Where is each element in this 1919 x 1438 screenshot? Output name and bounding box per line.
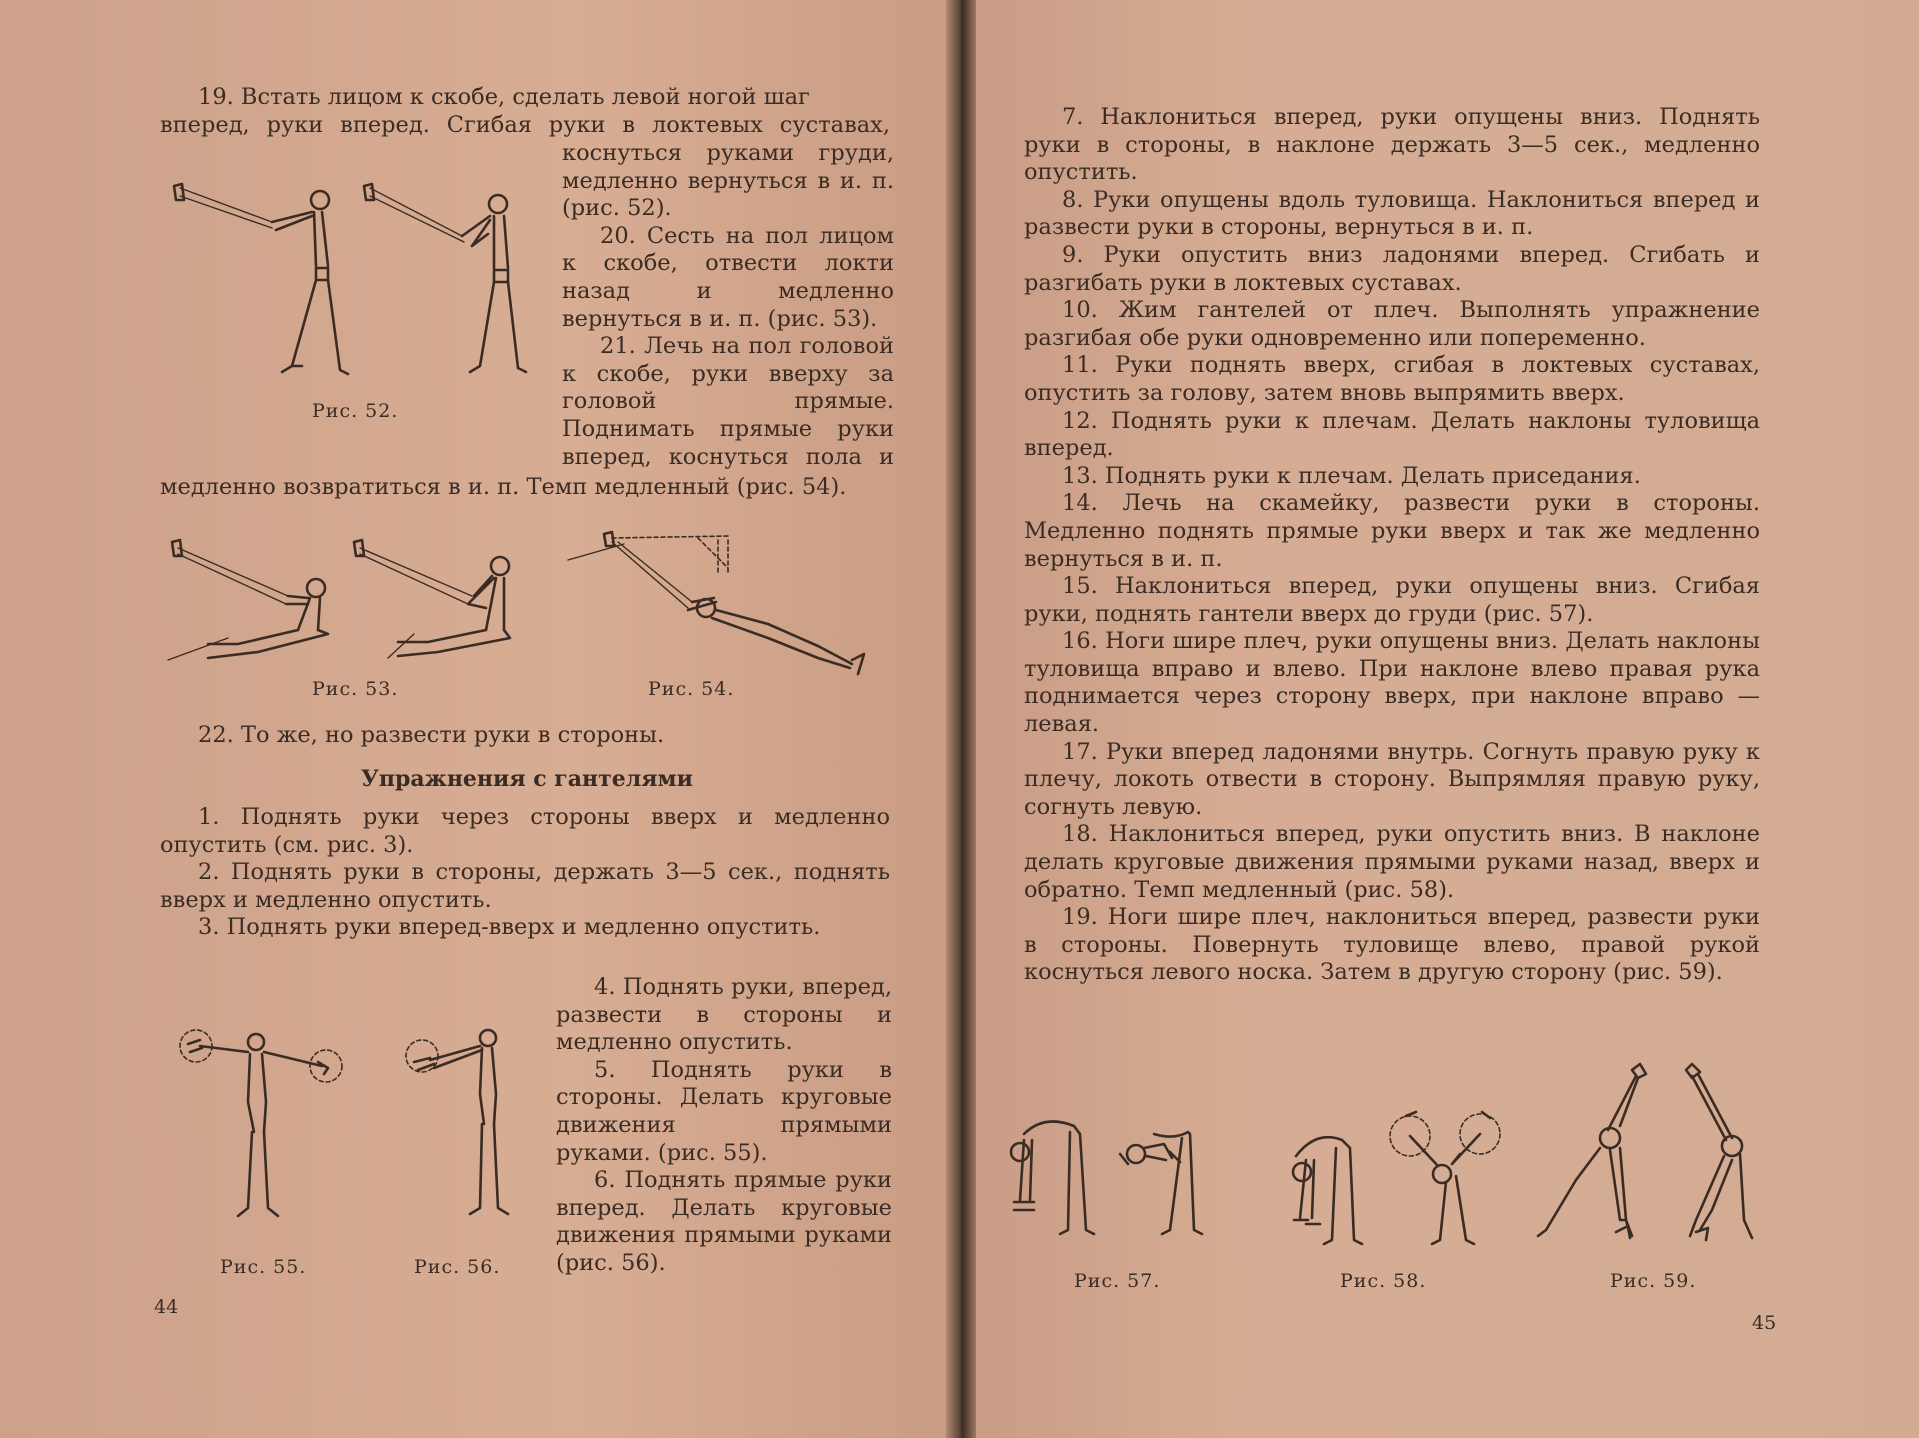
exercise-13: 13. Поднять руки к плечам. Делать приседания. [1062,462,1641,489]
left-page-number: 44 [154,1296,179,1318]
figure-56-caption: Рис. 56. [414,1256,501,1278]
dumbbell-exercise-2: 2. Поднять руки в стороны, держать 3—5 сек., поднять вверх и медленно опустить. [160,859,890,913]
figure-55-illustration [176,1012,346,1232]
exercise-16: 16. Ноги шире плеч, руки опущены вниз. Делать наклоны туловища вправо и влево. При наклоне влево правая рука поднимается через сторону вверх, при наклоне вправо — левая. [1024,628,1760,738]
exercise-21-end: медленно возвратиться в и. п. Темп медленный (рис. 54). [160,474,847,500]
dumbbell-exercise-4: 4. Поднять руки, вперед, развести в стороны и медленно опустить. [556,974,892,1056]
figure-59-illustration [1536,1060,1766,1254]
left-page [0,0,956,1438]
right-page [968,0,1919,1438]
dumbbell-exercise-6: 6. Поднять прямые руки вперед. Делать круговые движения прямыми руками (рис. 56). [556,1167,892,1276]
dumbbell-exercise-1: 1. Поднять руки через стороны вверх и медленно опустить (см. рис. 3). [160,804,890,858]
figure-55-caption: Рис. 55. [220,1256,307,1278]
exercise-11: 11. Руки поднять вверх, сгибая в локтевых суставах, опустить за голову, затем вновь выпрямить вверх. [1024,352,1760,406]
exercise-9: 9. Руки опустить вниз ладонями вперед. Сгибать и разгибать руки в локтевых суставах. [1024,241,1760,296]
exercise-21-text: 21. Лечь на пол головой к скобе, руки вверху за головой прямые. Поднимать прямые руки вперед, коснуться пола и [562,333,894,470]
dumbbell-exercises-1-3 [160,804,890,942]
figure-54-illustration [568,528,888,676]
exercise-10: 10. Жим гантелей от плеч. Выполнять упражнение разгибая обе руки одновременно или попеременно. [1024,297,1760,351]
exercise-18: 18. Наклониться вперед, руки опустить вниз. В наклоне делать круговые движения прямыми руками назад, вверх и обратно. Темп медленный (рис. 58). [1024,821,1760,903]
exercise-19: 19. Ноги шире плеч, наклониться вперед, развести руки в стороны. Повернуть туловище влево, правой рукой коснуться левого носка. Затем в другую сторону (рис. 59). [1024,904,1760,986]
exercise-7: 7. Наклониться вперед, руки опущены вниз. Поднять руки в стороны, в наклоне держать 3—5 сек., медленно опустить. [1024,104,1760,186]
exercise-15: 15. Наклониться вперед, руки опущены вниз. Сгибая руки, поднять гантели вверх до груди (рис. 57). [1024,573,1760,627]
dumbbell-exercises-4-6 [556,974,892,1278]
figure-58-illustration [1276,1100,1506,1256]
figure-57-illustration [1004,1110,1214,1250]
exercise-12: 12. Поднять руки к плечам. Делать наклоны туловища вперед. [1024,407,1760,462]
figure-53-caption: Рис. 53. [312,678,399,700]
figure-53-illustration [168,534,528,664]
exercise-14: 14. Лечь на скамейку, развести руки в стороны. Медленно поднять прямые руки вверх и так же медленно вернуться в и. п. [1024,490,1760,572]
exercise-17: 17. Руки вперед ладонями внутрь. Согнуть правую руку к плечу, локоть отвести в сторону. Выпрямляя правую руку, согнуть левую. [1024,738,1760,820]
exercise-19-line-2: вперед, руки вперед. Сгибая руки в локтевых суставах, [160,111,890,138]
exercise-22-text: 22. То же, но развести руки в стороны. [198,722,665,748]
figure-59-caption: Рис. 59. [1610,1270,1697,1292]
exercise-19-20-21-column [562,140,894,471]
figure-52-illustration [172,176,552,386]
figure-57-caption: Рис. 57. [1074,1270,1161,1292]
figure-54-caption: Рис. 54. [648,678,735,700]
exercise-19-continuation: коснуться руками груди, медленно вернуться в и. п. (рис. 52). [562,140,894,222]
dumbbell-exercise-3: 3. Поднять руки вперед-вверх и медленно опустить. [198,914,821,941]
figure-56-illustration [400,1014,510,1224]
figure-58-caption: Рис. 58. [1340,1270,1427,1292]
book-gutter [946,0,976,1438]
exercise-8: 8. Руки опущены вдоль туловища. Наклониться вперед и развести руки в стороны, вернуться в и. п. [1024,186,1760,241]
right-page-exercises [1024,104,1760,987]
figure-52-caption: Рис. 52. [312,400,399,422]
exercise-19-text [160,84,890,139]
right-page-number: 45 [1752,1312,1777,1334]
section-heading-dumbbells: Упражнения с гантелями [361,766,693,792]
dumbbell-exercise-5: 5. Поднять руки в стороны. Делать круговые движения прямыми руками. (рис. 55). [556,1056,892,1166]
exercise-20-text: 20. Сесть на пол лицом к скобе, отвести локти назад и медленно вернуться в и. п. (рис. 53). [562,222,894,332]
exercise-19-line-1: 19. Встать лицом к скобе, сделать левой ногой шаг [198,84,810,110]
